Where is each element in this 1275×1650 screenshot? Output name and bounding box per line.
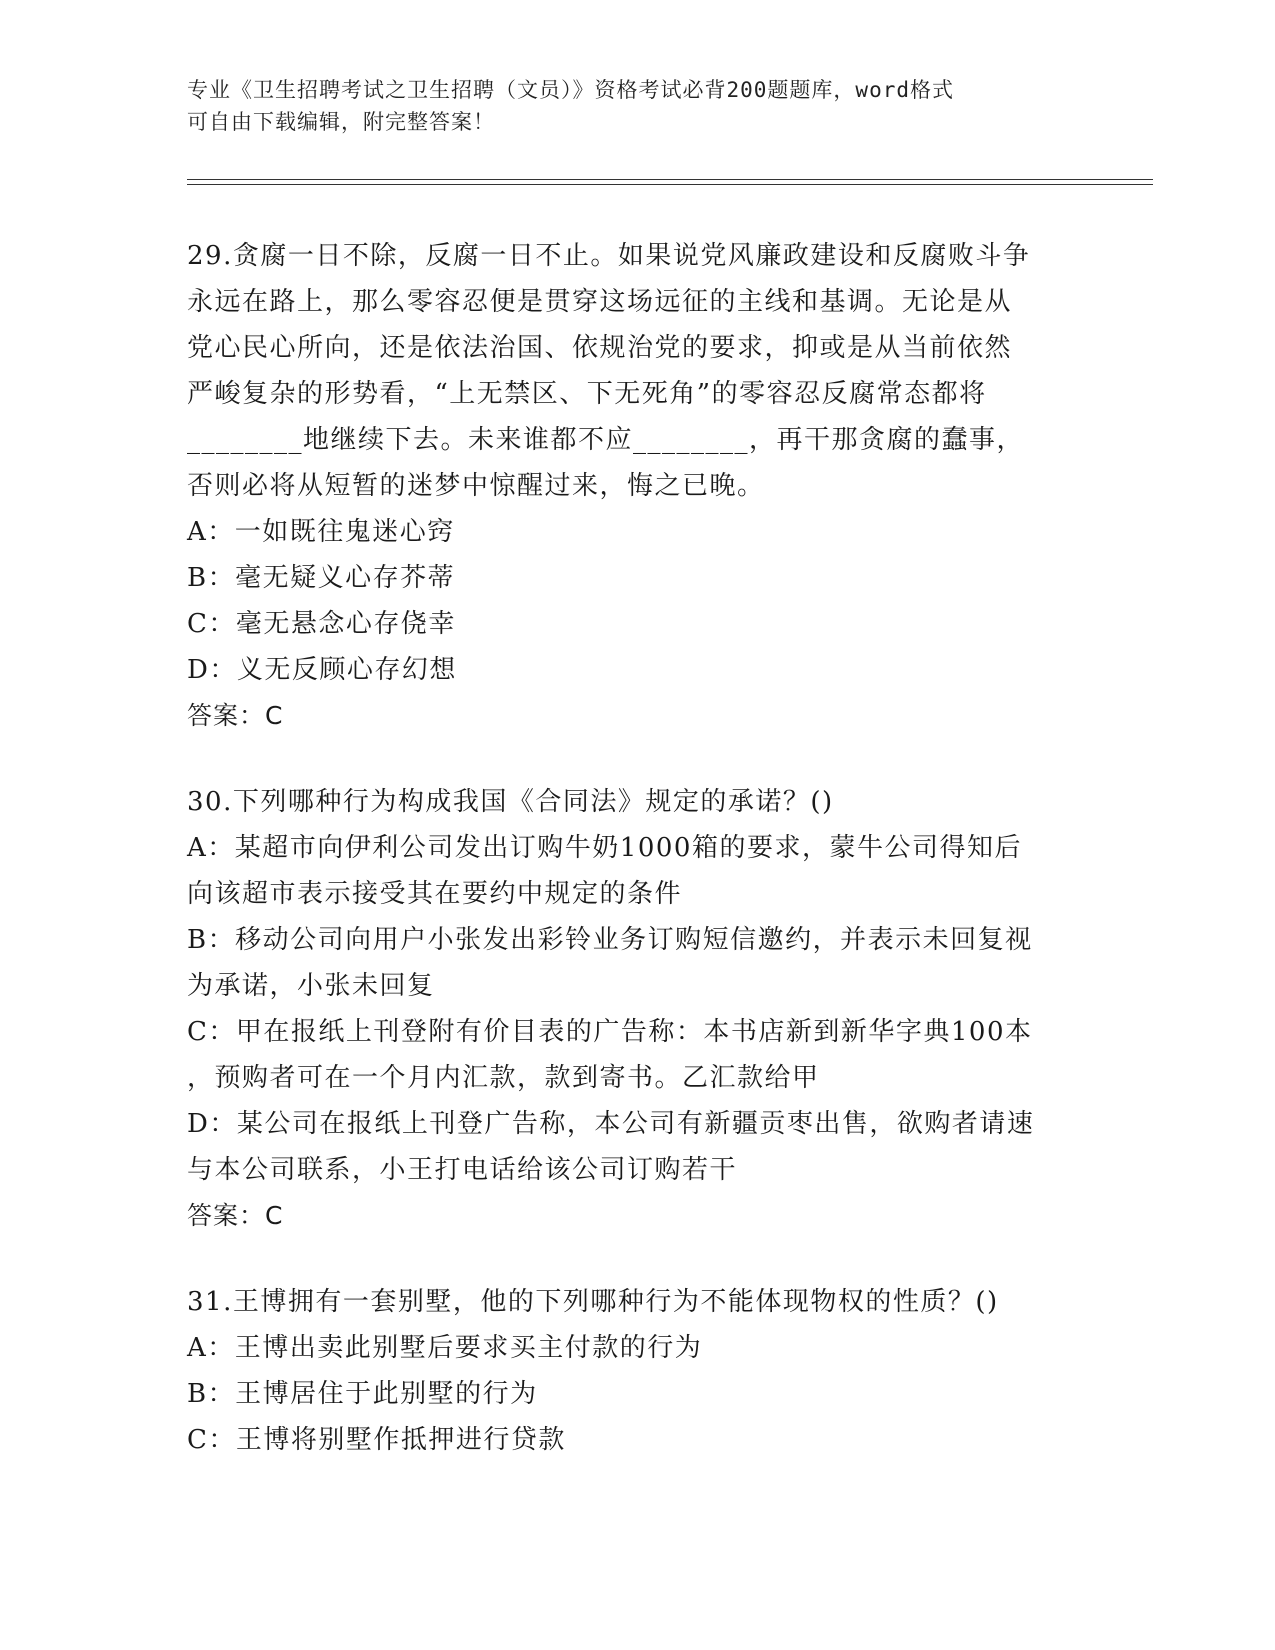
answer-line: 答案：C xyxy=(187,701,284,730)
question-stem-line: 永远在路上，那么零容忍便是贯穿这场远征的主线和基调。无论是从 xyxy=(187,287,1013,317)
question-31 xyxy=(187,1279,1087,1463)
question-stem-line: 30.下列哪种行为构成我国《合同法》规定的承诺？() xyxy=(187,787,834,817)
option-a: A：一如既往鬼迷心窍 xyxy=(187,517,455,547)
question-29 xyxy=(187,233,1087,739)
option-a: A：某超市向伊利公司发出订购牛奶1000箱的要求，蒙牛公司得知后 xyxy=(187,833,1022,863)
question-stem-line: 29.贪腐一日不除，反腐一日不止。如果说党风廉政建设和反腐败斗争 xyxy=(187,241,1031,271)
document-header xyxy=(187,74,1087,138)
question-stem-line: 否则必将从短暂的迷梦中惊醒过来，悔之已晚。 xyxy=(187,471,765,501)
option-b: B：王博居住于此别墅的行为 xyxy=(187,1379,538,1409)
header-divider-bottom xyxy=(187,184,1153,185)
question-30 xyxy=(187,779,1087,1239)
option-d: D：义无反顾心存幻想 xyxy=(187,655,457,685)
question-stem-line: 党心民心所向，还是依法治国、依规治党的要求，抑或是从当前依然 xyxy=(187,333,1013,363)
question-stem-line: 31.王博拥有一套别墅，他的下列哪种行为不能体现物权的性质？() xyxy=(187,1287,999,1317)
option-b: B：移动公司向用户小张发出彩铃业务订购短信邀约，并表示未回复视 xyxy=(187,925,1033,955)
option-b: B：毫无疑义心存芥蒂 xyxy=(187,563,456,593)
option-c-continued: ，预购者可在一个月内汇款，款到寄书。乙汇款给甲 xyxy=(187,1063,820,1093)
option-c: C：甲在报纸上刊登附有价目表的广告称：本书店新到新华字典100本 xyxy=(187,1017,1033,1047)
header-title-line-1: 专业《卫生招聘考试之卫生招聘（文员）》资格考试必背200题题库，word格式 xyxy=(187,78,954,102)
option-a-continued: 向该超市表示接受其在要约中规定的条件 xyxy=(187,879,683,909)
option-d-continued: 与本公司联系，小王打电话给该公司订购若干 xyxy=(187,1155,738,1185)
header-divider-top xyxy=(187,179,1153,180)
option-a: A：王博出卖此别墅后要求买主付款的行为 xyxy=(187,1333,703,1363)
option-c: C：毫无悬念心存侥幸 xyxy=(187,609,456,639)
option-d: D：某公司在报纸上刊登广告称，本公司有新疆贡枣出售，欲购者请速 xyxy=(187,1109,1035,1139)
option-c: C：王博将别墅作抵押进行贷款 xyxy=(187,1425,566,1455)
question-stem-line: ________地继续下去。未来谁都不应________，再干那贪腐的蠢事， xyxy=(187,425,1025,455)
option-b-continued: 为承诺，小张未回复 xyxy=(187,971,435,1001)
answer-line: 答案：C xyxy=(187,1201,284,1230)
question-stem-line: 严峻复杂的形势看，“上无禁区、下无死角”的零容忍反腐常态都将 xyxy=(187,379,987,409)
header-title-line-2: 可自由下载编辑，附完整答案！ xyxy=(187,110,495,134)
